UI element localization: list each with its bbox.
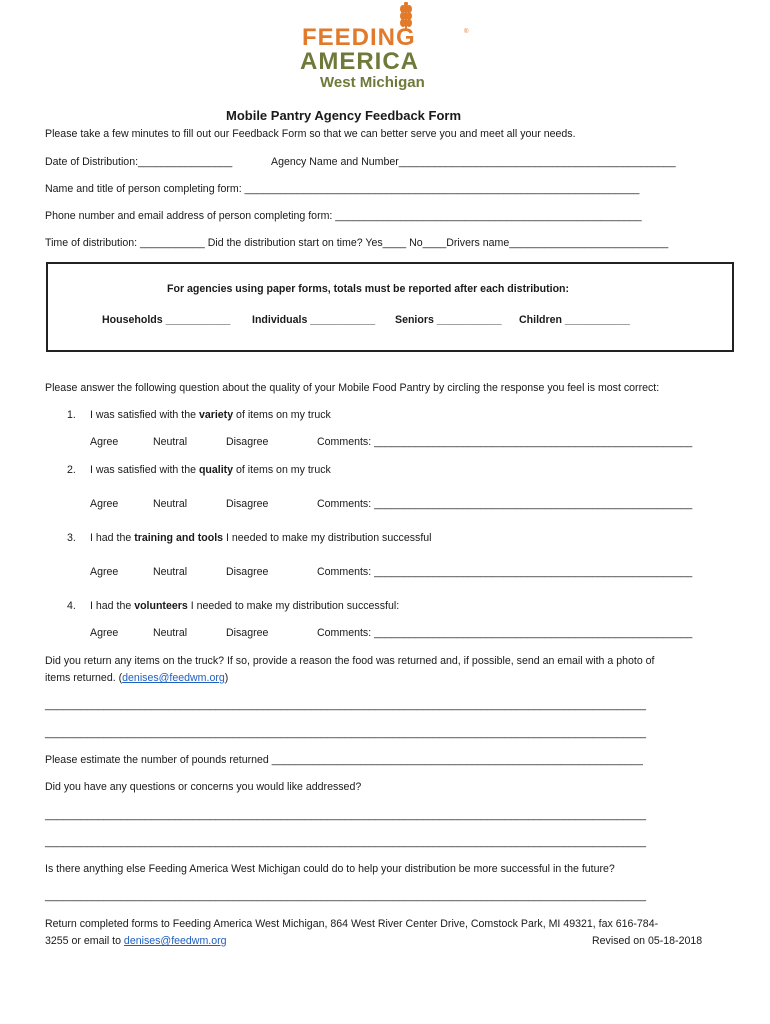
date-of-distribution-field[interactable]: Date of Distribution:________________: [45, 156, 233, 168]
children-field[interactable]: Children ___________: [519, 314, 630, 326]
disagree-option[interactable]: Disagree: [226, 436, 269, 448]
question-text: I had the volunteers I needed to make my distribution successful:: [90, 600, 400, 612]
time-distribution-field[interactable]: Time of distribution: ___________ Did the distribution start on time? Yes____ No____Drivers name___________________________: [45, 237, 669, 249]
revised-date: Revised on 05-18-2018: [592, 935, 703, 947]
footer-line1: Return completed forms to Feeding America West Michigan, 864 West River Center Drive, Comstock Park, MI 49321, fax 616-784-: [45, 918, 659, 930]
logo-line-feeding: FEEDING: [302, 24, 416, 51]
agree-option[interactable]: Agree: [90, 498, 119, 510]
footer-email-link[interactable]: denises@feedwm.org: [123, 935, 227, 947]
neutral-option[interactable]: Neutral: [153, 498, 188, 510]
box-heading: For agencies using paper forms, totals must be reported after each distribution:: [167, 283, 570, 295]
seniors-field[interactable]: Seniors ___________: [395, 314, 502, 326]
comments-field[interactable]: Comments: ______________________________________________________: [317, 627, 693, 639]
anything-else-question: Is there anything else Feeding America West Michigan could do to help your distribution be more successful in the future?: [45, 863, 615, 875]
feeding-america-logo: [300, 2, 472, 94]
neutral-option[interactable]: Neutral: [153, 436, 188, 448]
question-number: 4.: [67, 600, 76, 612]
returns-question: Did you return any items on the truck? If so, provide a reason the food was returned and, if possible, send an email with a photo of: [45, 655, 655, 667]
email-link[interactable]: denises@feedwm.org: [122, 672, 225, 684]
agree-option[interactable]: Agree: [90, 436, 119, 448]
neutral-option[interactable]: Neutral: [153, 566, 188, 578]
phone-email-field[interactable]: Phone number and email address of person completing form: ____________________________________________________: [45, 210, 642, 222]
disagree-option[interactable]: Disagree: [226, 627, 269, 639]
logo-registered: ®: [464, 29, 469, 35]
households-field[interactable]: Households ___________: [102, 314, 231, 326]
logo-line-america: AMERICA: [300, 48, 419, 75]
returns-question-line2: items returned. (denises@feedwm.org): [45, 672, 229, 684]
question-number: 1.: [67, 409, 76, 421]
comments-field[interactable]: Comments: ______________________________________________________: [317, 498, 693, 510]
answer-line[interactable]: ______________________________________________________________________________________________________: [45, 699, 646, 711]
pounds-field[interactable]: Please estimate the number of pounds returned _______________________________________________________________: [45, 754, 643, 766]
comments-field[interactable]: Comments: ______________________________________________________: [317, 566, 693, 578]
disagree-option[interactable]: Disagree: [226, 498, 269, 510]
question-number: 3.: [67, 532, 76, 544]
name-title-field[interactable]: Name and title of person completing form: ___________________________________________________________________: [45, 183, 640, 195]
individuals-field[interactable]: Individuals ___________: [252, 314, 376, 326]
answer-line[interactable]: ______________________________________________________________________________________________________: [45, 890, 646, 902]
question-text: I had the training and tools I needed to make my distribution successful: [90, 532, 432, 544]
neutral-option[interactable]: Neutral: [153, 627, 188, 639]
question-text: I was satisfied with the quality of items on my truck: [90, 464, 331, 476]
footer-line2: 3255 or email to denises@feedwm.org: [45, 935, 227, 947]
disagree-option[interactable]: Disagree: [226, 566, 269, 578]
question-number: 2.: [67, 464, 76, 476]
question-text: I was satisfied with the variety of items on my truck: [90, 409, 331, 421]
paper-forms-box: [46, 262, 734, 352]
agency-name-field[interactable]: Agency Name and Number_______________________________________________: [271, 156, 676, 168]
comments-field[interactable]: Comments: ______________________________________________________: [317, 436, 693, 448]
logo-line-west-michigan: West Michigan: [320, 74, 425, 91]
concerns-question: Did you have any questions or concerns you would like addressed?: [45, 781, 362, 793]
answer-line[interactable]: ______________________________________________________________________________________________________: [45, 727, 646, 739]
intro-text: Please take a few minutes to fill out our Feedback Form so that we can better serve you and meet all your needs.: [45, 128, 576, 140]
answer-line[interactable]: ______________________________________________________________________________________________________: [45, 809, 646, 821]
form-title: Mobile Pantry Agency Feedback Form: [226, 108, 462, 123]
answer-line[interactable]: ______________________________________________________________________________________________________: [45, 836, 646, 848]
agree-option[interactable]: Agree: [90, 566, 119, 578]
agree-option[interactable]: Agree: [90, 627, 119, 639]
quality-intro: Please answer the following question about the quality of your Mobile Food Pantry by circling the response you feel is most correct:: [45, 382, 660, 394]
